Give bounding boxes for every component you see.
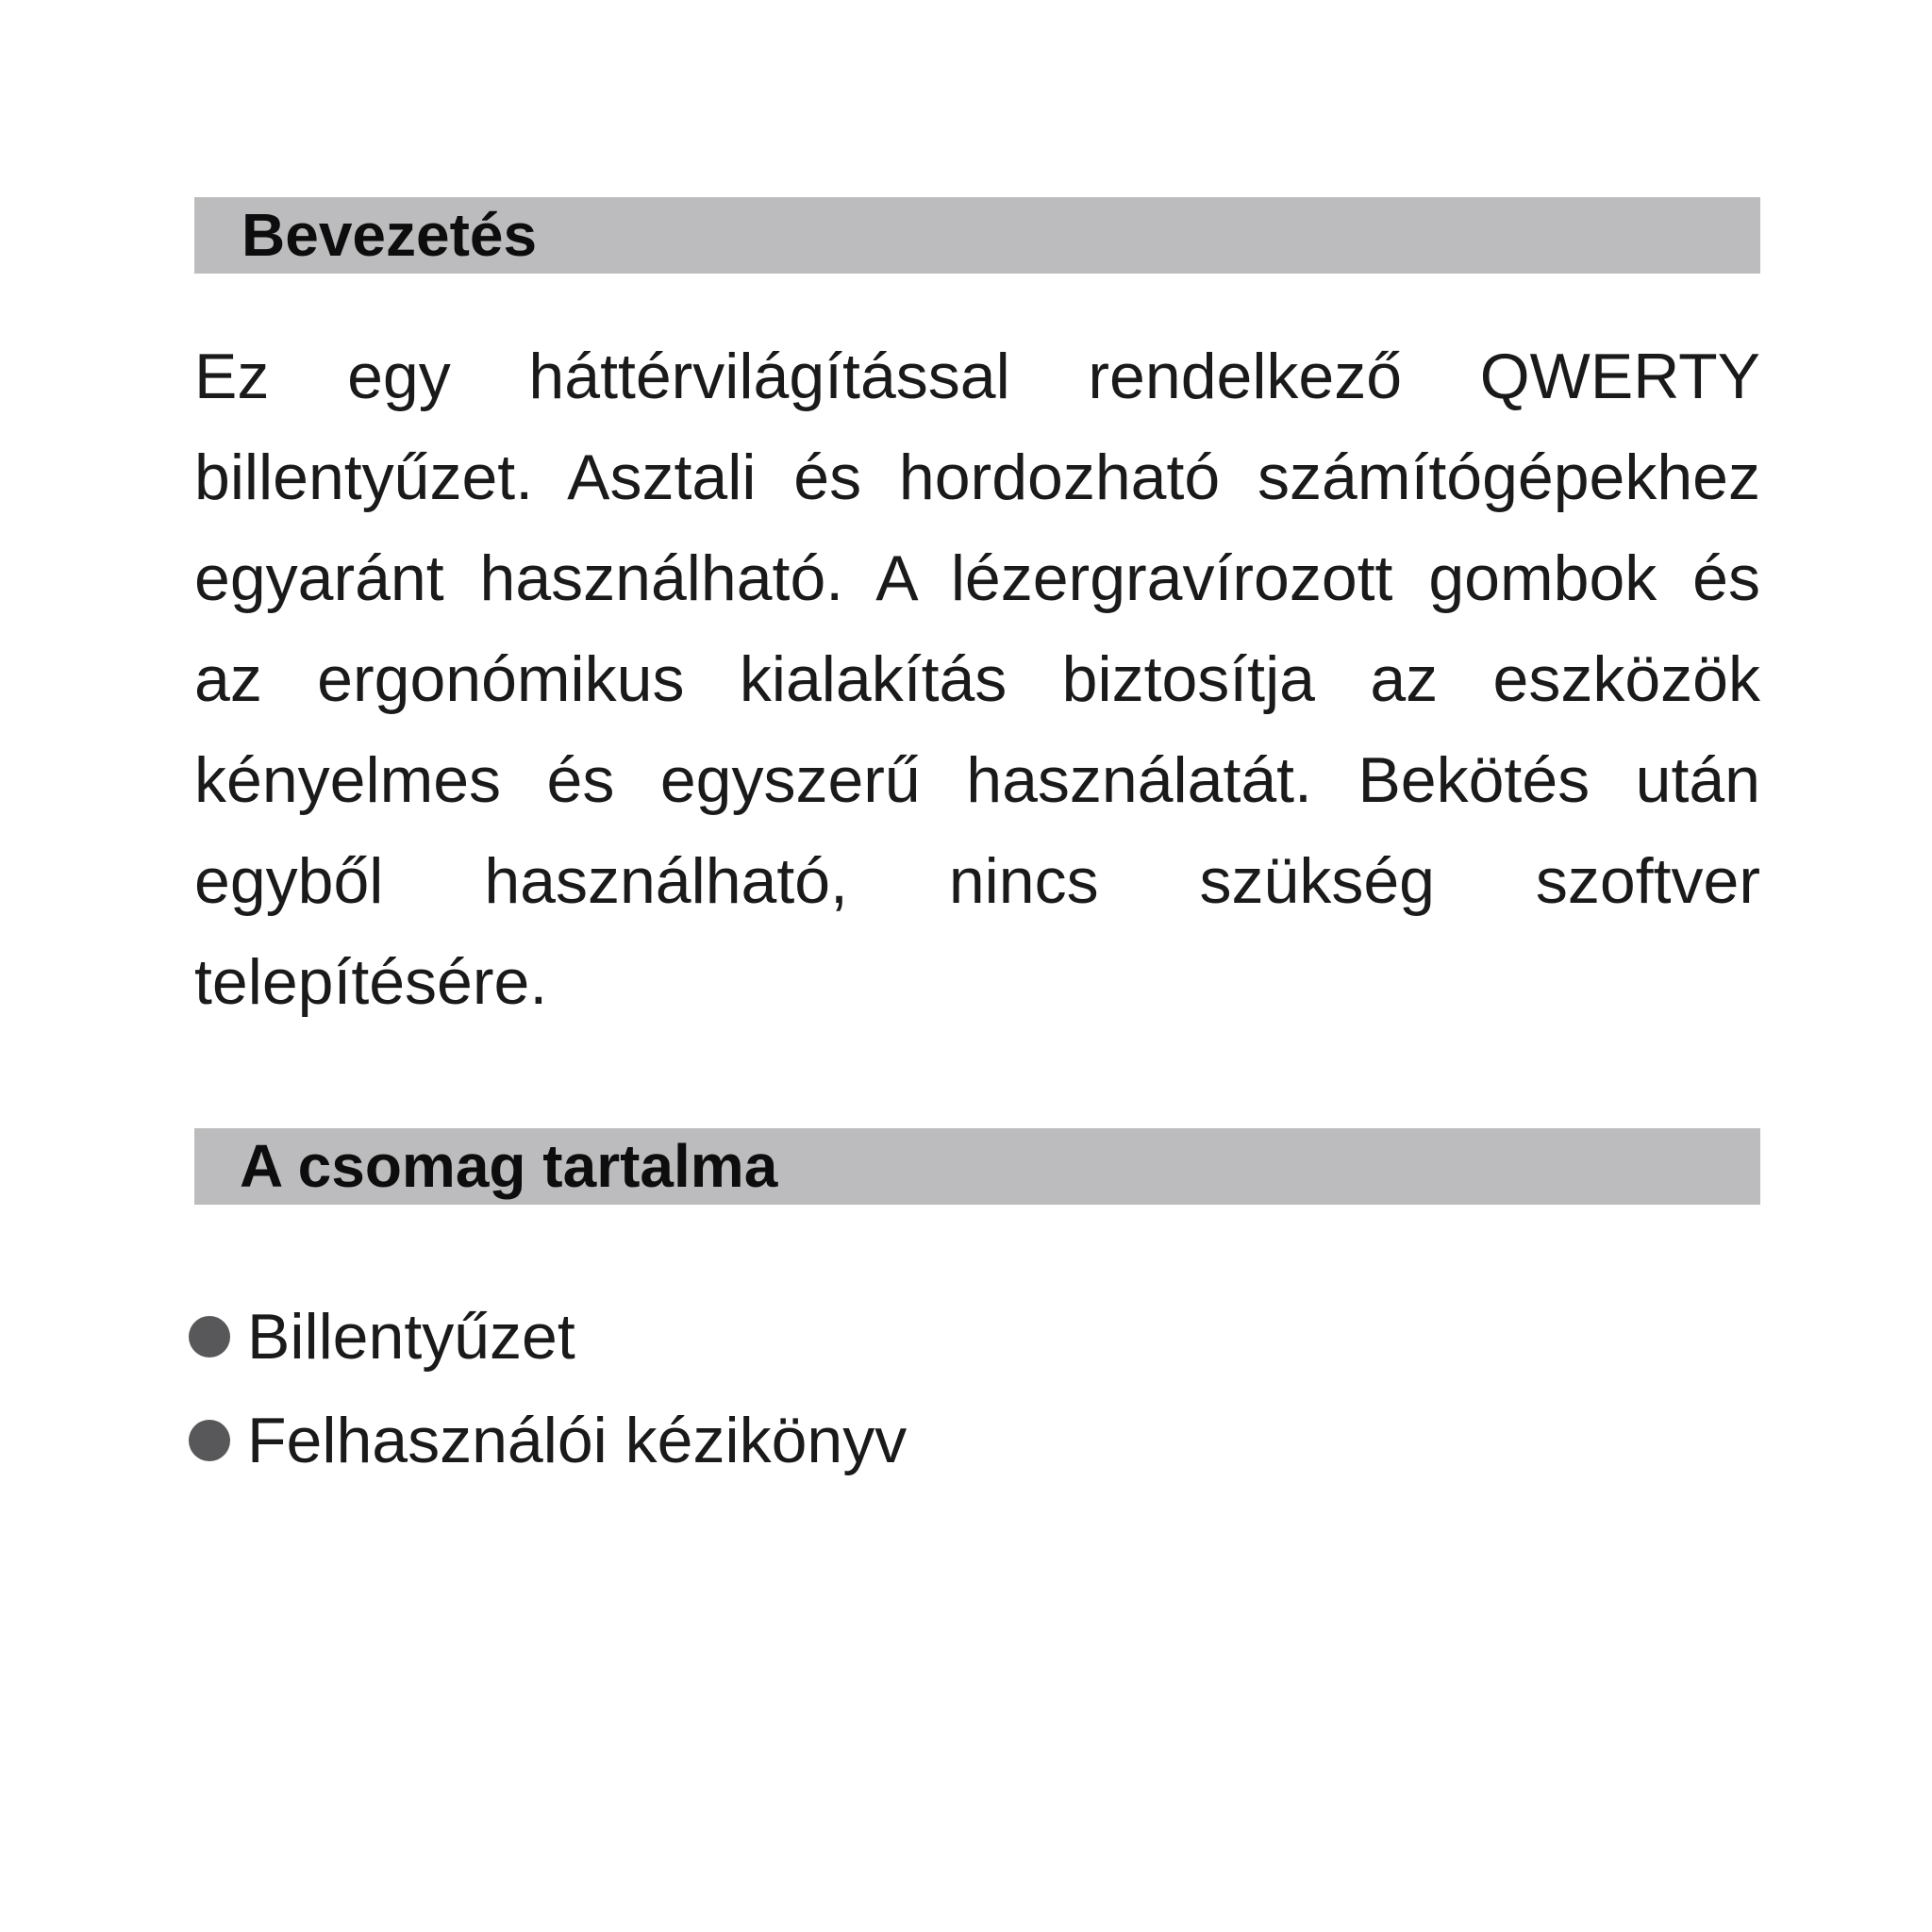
- list-item: [189, 1285, 907, 1389]
- section-heading-contents: A csomag tartalma: [194, 1128, 1760, 1205]
- intro-paragraph: [194, 326, 1760, 1033]
- package-contents-list: [189, 1285, 907, 1492]
- intro-line: Ez egy háttérvilágítással rendelkező QWERTY: [194, 341, 1760, 412]
- list-item-label: Billentyűzet: [247, 1301, 575, 1373]
- section-heading-intro: Bevezetés: [194, 197, 1760, 274]
- intro-line: kényelmes és egyszerű használatát. Bekötés után: [194, 744, 1760, 816]
- list-item-label: Felhasználói kézikönyv: [247, 1405, 908, 1476]
- bullet-icon: [189, 1316, 230, 1357]
- intro-line: az ergonómikus kialakítás biztosítja az eszközök: [194, 643, 1760, 715]
- list-item: [189, 1389, 907, 1492]
- bullet-icon: [189, 1420, 230, 1461]
- intro-line: egyaránt használható. A lézergravírozott gombok és: [194, 542, 1760, 614]
- intro-line: billentyűzet. Asztali és hordozható számítógépekhez: [194, 441, 1760, 513]
- intro-line: telepítésére.: [194, 946, 548, 1018]
- intro-line: egyből használható, nincs szükség szoftver: [194, 845, 1760, 917]
